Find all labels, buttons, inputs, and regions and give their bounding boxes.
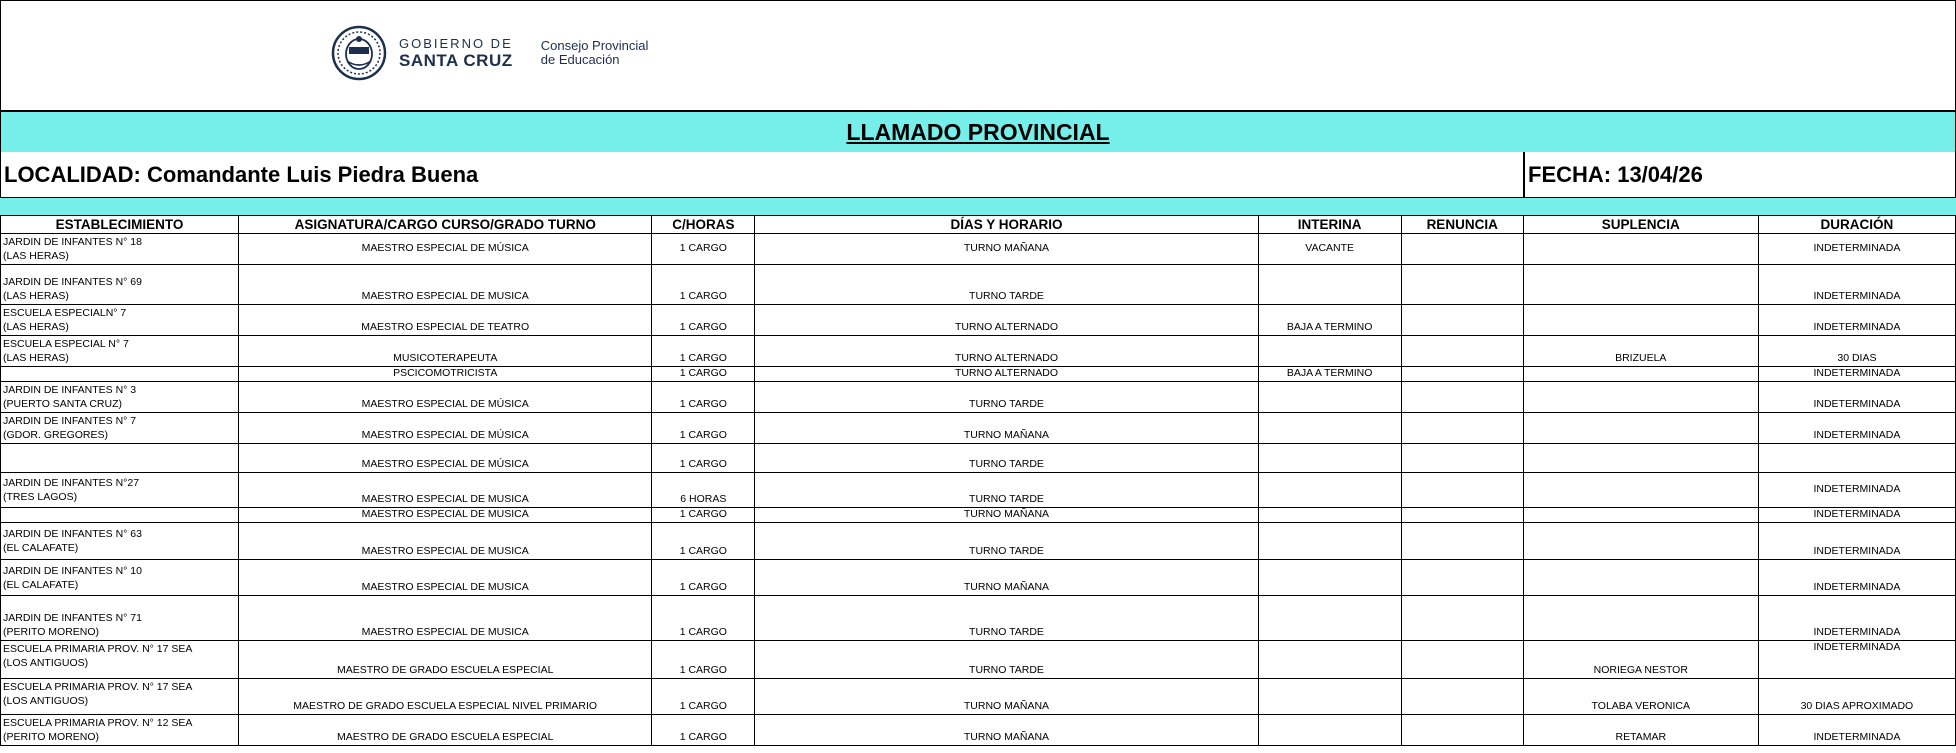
cell-horario: TURNO MAÑANA <box>755 508 1258 523</box>
cell-establecimiento: JARDIN DE INFANTES N° 3 (PUERTO SANTA CRUZ) <box>1 382 239 413</box>
table-header-row <box>1 216 1956 234</box>
cell-establecimiento: JARDIN DE INFANTES N°27 (TRES LAGOS) <box>1 473 239 508</box>
separator-strip <box>0 197 1956 216</box>
cell-horas: 1 CARGO <box>652 305 755 336</box>
provincial-seal-icon <box>331 25 387 81</box>
council-line2: de Educación <box>540 52 620 67</box>
cell-asignatura: MAESTRO DE GRADO ESCUELA ESPECIAL NIVEL PRIMARIO <box>239 679 652 715</box>
cell-duracion: INDETERMINADA <box>1758 367 1955 382</box>
col-header-horario: DÍAS Y HORARIO <box>755 216 1258 234</box>
cell-asignatura: MAESTRO ESPECIAL DE MÚSICA <box>239 413 652 444</box>
council-name <box>541 39 649 66</box>
table-row <box>1 336 1956 367</box>
cell-duracion: INDETERMINADA <box>1758 715 1955 746</box>
cell-establecimiento <box>1 367 239 382</box>
cell-horario: TURNO ALTERNADO <box>755 336 1258 367</box>
cell-renuncia <box>1401 508 1523 523</box>
cell-horario: TURNO MAÑANA <box>755 679 1258 715</box>
cell-renuncia <box>1401 560 1523 596</box>
cell-duracion: INDETERMINADA <box>1758 265 1955 305</box>
cell-establecimiento: ESCUELA ESPECIAL N° 7 (LAS HERAS) <box>1 336 239 367</box>
cell-interina <box>1258 508 1401 523</box>
cell-horario: TURNO MAÑANA <box>755 715 1258 746</box>
cell-renuncia <box>1401 473 1523 508</box>
col-header-asignatura: ASIGNATURA/CARGO CURSO/GRADO TURNO <box>239 216 652 234</box>
cell-asignatura: MAESTRO ESPECIAL DE MUSICA <box>239 265 652 305</box>
cell-interina <box>1258 641 1401 679</box>
locality-label: LOCALIDAD: Comandante Luis Piedra Buena <box>4 161 479 187</box>
cell-horario: TURNO TARDE <box>755 382 1258 413</box>
cell-asignatura: MAESTRO ESPECIAL DE MUSICA <box>239 523 652 560</box>
cell-establecimiento: ESCUELA PRIMARIA PROV. N° 12 SEA (PERITO MORENO) <box>1 715 239 746</box>
cell-horas: 1 CARGO <box>652 679 755 715</box>
cell-interina <box>1258 679 1401 715</box>
cell-horas: 1 CARGO <box>652 523 755 560</box>
header-band <box>0 0 1956 111</box>
cell-establecimiento: JARDIN DE INFANTES N° 18 (LAS HERAS) <box>1 234 239 265</box>
cell-suplencia <box>1523 367 1758 382</box>
cell-renuncia <box>1401 523 1523 560</box>
table-row <box>1 367 1956 382</box>
cell-suplencia <box>1523 382 1758 413</box>
cell-duracion: INDETERMINADA <box>1758 523 1955 560</box>
cell-suplencia <box>1523 265 1758 305</box>
cell-renuncia <box>1401 336 1523 367</box>
cell-renuncia <box>1401 444 1523 473</box>
cell-asignatura: MAESTRO ESPECIAL DE MUSICA <box>239 560 652 596</box>
cell-interina: BAJA A TERMINO <box>1258 367 1401 382</box>
cell-horas: 1 CARGO <box>652 508 755 523</box>
date-label: FECHA: 13/04/26 <box>1523 152 1955 197</box>
cell-suplencia <box>1523 234 1758 265</box>
cell-establecimiento: JARDIN DE INFANTES N° 7 (GDOR. GREGORES) <box>1 413 239 444</box>
cell-horario: TURNO TARDE <box>755 265 1258 305</box>
cell-asignatura: MAESTRO DE GRADO ESCUELA ESPECIAL <box>239 641 652 679</box>
cell-duracion <box>1758 444 1955 473</box>
table-row <box>1 473 1956 508</box>
cell-horario: TURNO TARDE <box>755 596 1258 641</box>
cell-establecimiento <box>1 508 239 523</box>
cell-renuncia <box>1401 382 1523 413</box>
cell-duracion: 30 DIAS APROXIMADO <box>1758 679 1955 715</box>
cell-asignatura: MAESTRO ESPECIAL DE MÚSICA <box>239 234 652 265</box>
cell-horario: TURNO ALTERNADO <box>755 305 1258 336</box>
cell-asignatura: MAESTRO ESPECIAL DE MUSICA <box>239 473 652 508</box>
vacancies-table <box>0 215 1956 746</box>
title-bar <box>0 110 1956 154</box>
cell-duracion: INDETERMINADA <box>1758 508 1955 523</box>
cell-duracion: INDETERMINADA <box>1758 382 1955 413</box>
cell-duracion: INDETERMINADA <box>1758 641 1955 679</box>
cell-horas: 1 CARGO <box>652 444 755 473</box>
cell-horario: TURNO MAÑANA <box>755 560 1258 596</box>
cell-horas: 1 CARGO <box>652 641 755 679</box>
page-title: LLAMADO PROVINCIAL <box>846 118 1110 145</box>
table-row <box>1 413 1956 444</box>
cell-interina <box>1258 560 1401 596</box>
table-row <box>1 596 1956 641</box>
table-row <box>1 715 1956 746</box>
cell-interina <box>1258 265 1401 305</box>
cell-establecimiento: ESCUELA PRIMARIA PROV. N° 17 SEA (LOS ANTIGUOS) <box>1 641 239 679</box>
cell-suplencia: TOLABA VERONICA <box>1523 679 1758 715</box>
cell-duracion: INDETERMINADA <box>1758 305 1955 336</box>
cell-asignatura: MAESTRO ESPECIAL DE TEATRO <box>239 305 652 336</box>
cell-horas: 1 CARGO <box>652 560 755 596</box>
cell-suplencia <box>1523 508 1758 523</box>
table-row <box>1 560 1956 596</box>
cell-duracion: INDETERMINADA <box>1758 473 1955 508</box>
cell-horas: 6 HORAS <box>652 473 755 508</box>
cell-interina <box>1258 413 1401 444</box>
cell-renuncia <box>1401 265 1523 305</box>
cell-suplencia <box>1523 413 1758 444</box>
cell-renuncia <box>1401 367 1523 382</box>
table-row <box>1 305 1956 336</box>
cell-interina <box>1258 382 1401 413</box>
cell-horario: TURNO ALTERNADO <box>755 367 1258 382</box>
cell-asignatura: MAESTRO ESPECIAL DE MÚSICA <box>239 444 652 473</box>
cell-renuncia <box>1401 641 1523 679</box>
cell-horas: 1 CARGO <box>652 596 755 641</box>
table-row <box>1 508 1956 523</box>
cell-establecimiento <box>1 444 239 473</box>
cell-establecimiento: ESCUELA ESPECIALN° 7 (LAS HERAS) <box>1 305 239 336</box>
locality-row <box>0 152 1956 198</box>
cell-interina <box>1258 336 1401 367</box>
cell-duracion: INDETERMINADA <box>1758 413 1955 444</box>
col-header-suplencia: SUPLENCIA <box>1523 216 1758 234</box>
table-row <box>1 679 1956 715</box>
cell-asignatura: MAESTRO ESPECIAL DE MUSICA <box>239 596 652 641</box>
cell-horas: 1 CARGO <box>652 715 755 746</box>
cell-interina <box>1258 473 1401 508</box>
government-logo <box>331 23 648 83</box>
cell-horas: 1 CARGO <box>652 367 755 382</box>
cell-suplencia: BRIZUELA <box>1523 336 1758 367</box>
cell-interina <box>1258 523 1401 560</box>
cell-interina <box>1258 715 1401 746</box>
col-header-establecimiento: ESTABLECIMIENTO <box>1 216 239 234</box>
cell-horas: 1 CARGO <box>652 413 755 444</box>
table-row <box>1 641 1956 679</box>
cell-asignatura: MUSICOTERAPEUTA <box>239 336 652 367</box>
cell-renuncia <box>1401 715 1523 746</box>
cell-duracion: INDETERMINADA <box>1758 596 1955 641</box>
table-row <box>1 234 1956 265</box>
cell-horario: TURNO TARDE <box>755 473 1258 508</box>
cell-establecimiento: JARDIN DE INFANTES N° 63 (EL CALAFATE) <box>1 523 239 560</box>
cell-suplencia <box>1523 523 1758 560</box>
cell-suplencia <box>1523 444 1758 473</box>
cell-renuncia <box>1401 234 1523 265</box>
cell-suplencia <box>1523 473 1758 508</box>
gov-line2: SANTA CRUZ <box>399 51 513 70</box>
cell-duracion: INDETERMINADA <box>1758 234 1955 265</box>
cell-duracion: INDETERMINADA <box>1758 560 1955 596</box>
cell-suplencia <box>1523 596 1758 641</box>
cell-asignatura: PSCICOMOTRICISTA <box>239 367 652 382</box>
cell-horas: 1 CARGO <box>652 265 755 305</box>
cell-horario: TURNO MAÑANA <box>755 413 1258 444</box>
cell-renuncia <box>1401 596 1523 641</box>
cell-interina <box>1258 444 1401 473</box>
table-row <box>1 523 1956 560</box>
col-header-renuncia: RENUNCIA <box>1401 216 1523 234</box>
cell-establecimiento: ESCUELA PRIMARIA PROV. N° 17 SEA (LOS ANTIGUOS) <box>1 679 239 715</box>
cell-suplencia <box>1523 560 1758 596</box>
cell-horario: TURNO TARDE <box>755 523 1258 560</box>
cell-horario: TURNO TARDE <box>755 444 1258 473</box>
cell-duracion: 30 DIAS <box>1758 336 1955 367</box>
cell-establecimiento: JARDIN DE INFANTES N° 71 (PERITO MORENO) <box>1 596 239 641</box>
cell-establecimiento: JARDIN DE INFANTES N° 10 (EL CALAFATE) <box>1 560 239 596</box>
cell-interina <box>1258 596 1401 641</box>
cell-asignatura: MAESTRO DE GRADO ESCUELA ESPECIAL <box>239 715 652 746</box>
cell-renuncia <box>1401 413 1523 444</box>
col-header-horas: C/HORAS <box>652 216 755 234</box>
table-row <box>1 444 1956 473</box>
col-header-interina: INTERINA <box>1258 216 1401 234</box>
cell-horario: TURNO TARDE <box>755 641 1258 679</box>
table-row <box>1 382 1956 413</box>
cell-horas: 1 CARGO <box>652 382 755 413</box>
cell-interina: VACANTE <box>1258 234 1401 265</box>
cell-suplencia <box>1523 305 1758 336</box>
gov-line1: GOBIERNO DE <box>399 36 513 51</box>
cell-suplencia: NORIEGA NESTOR <box>1523 641 1758 679</box>
cell-suplencia: RETAMAR <box>1523 715 1758 746</box>
cell-horas: 1 CARGO <box>652 336 755 367</box>
col-header-duracion: DURACIÓN <box>1758 216 1955 234</box>
cell-asignatura: MAESTRO ESPECIAL DE MUSICA <box>239 508 652 523</box>
cell-renuncia <box>1401 679 1523 715</box>
cell-horas: 1 CARGO <box>652 234 755 265</box>
council-line1: Consejo Provincial <box>540 38 649 54</box>
table-row <box>1 265 1956 305</box>
cell-renuncia <box>1401 305 1523 336</box>
cell-establecimiento: JARDIN DE INFANTES N° 69 (LAS HERAS) <box>1 265 239 305</box>
cell-horario: TURNO MAÑANA <box>755 234 1258 265</box>
cell-asignatura: MAESTRO ESPECIAL DE MÚSICA <box>239 382 652 413</box>
cell-interina: BAJA A TERMINO <box>1258 305 1401 336</box>
